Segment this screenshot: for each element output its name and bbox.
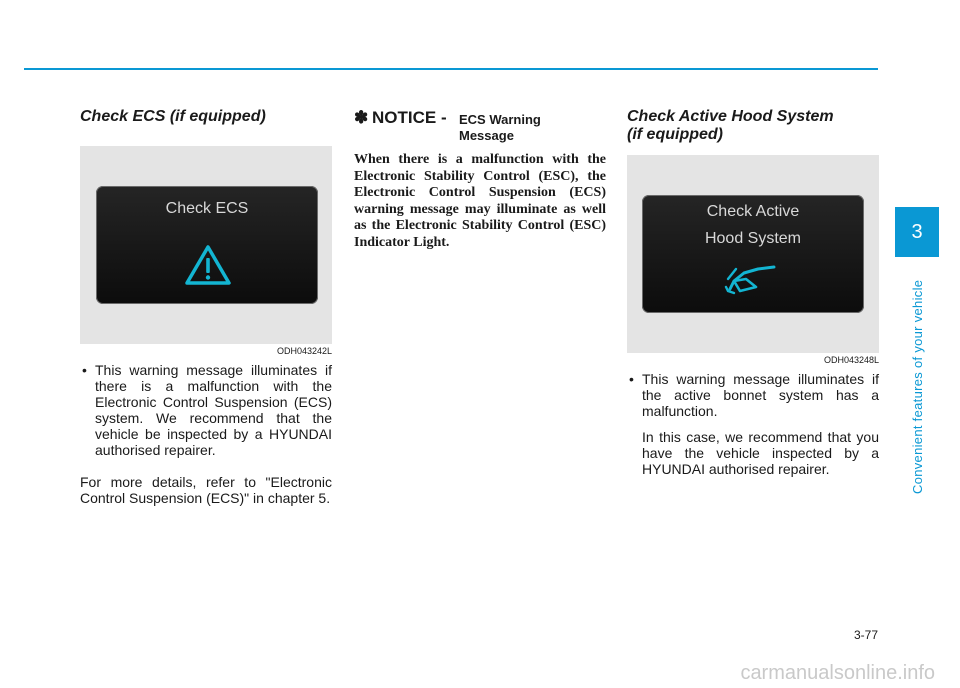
heading-check-ecs: Check ECS (if equipped) [80, 108, 266, 125]
column-notice [354, 108, 606, 251]
notice-title-line1: ECS Warning [459, 112, 541, 127]
warning-triangle-icon [184, 244, 232, 286]
watermark: carmanualsonline.info [740, 662, 935, 684]
paragraph-reference: For more details, refer to "Electronic Control Suspension (ECS)" in chapter 5. [80, 474, 332, 506]
page-number: 3-77 [853, 628, 878, 642]
chapter-number-tab: 3 [895, 207, 939, 257]
heading-active-hood-line2: (if equipped) [627, 126, 723, 143]
bullet-dot: • [82, 362, 87, 378]
bullet-continuation [627, 429, 879, 477]
figure-caption: ODH043248L [823, 355, 879, 365]
bullet-item [80, 362, 332, 458]
display-text-line2: Hood System [704, 230, 802, 247]
notice-body: When there is a malfunction with the Electronic Stability Control (ESC), the Electronic Control Suspension (ECS) warning message may illuminate as well as the Electronic Stability Control (ESC) Indicator Light. [354, 152, 606, 250]
column-check-ecs [80, 108, 332, 506]
chapter-title-text: Convenient features of your vehicle [910, 279, 925, 494]
bullet-dot: • [629, 371, 634, 387]
bullet-text: This warning message illuminates if there is a malfunction with the Electronic Control Suspension (ECS) system. We recommend that the vehicle be inspected by a HYUNDAI authorised repairer. [95, 362, 332, 458]
heading-active-hood-line1: Check Active Hood System [627, 108, 834, 125]
notice-heading [354, 108, 606, 144]
cluster-display-active-hood [642, 195, 864, 313]
display-text-check-ecs: Check ECS [165, 200, 249, 217]
cluster-display-check-ecs [96, 186, 318, 304]
bullet-text: This warning message illuminates if the active bonnet system has a malfunction. [642, 371, 879, 419]
figure-active-hood [627, 155, 879, 353]
display-text-line1: Check Active [706, 203, 800, 220]
chapter-title-vertical [906, 264, 930, 494]
figure-caption: ODH043242L [276, 346, 332, 356]
notice-star-icon: ✽ [354, 108, 369, 127]
top-rule [24, 68, 878, 70]
notice-title-line2: Message [459, 128, 514, 143]
bullet-continuation-text: In this case, we recommend that you have the vehicle inspected by a HYUNDAI authorised repairer. [642, 429, 879, 477]
figure-check-ecs [80, 146, 332, 344]
column-active-hood [627, 108, 879, 477]
notice-label: NOTICE - [372, 108, 447, 127]
active-hood-icon [724, 257, 782, 297]
bullet-item [627, 371, 879, 419]
